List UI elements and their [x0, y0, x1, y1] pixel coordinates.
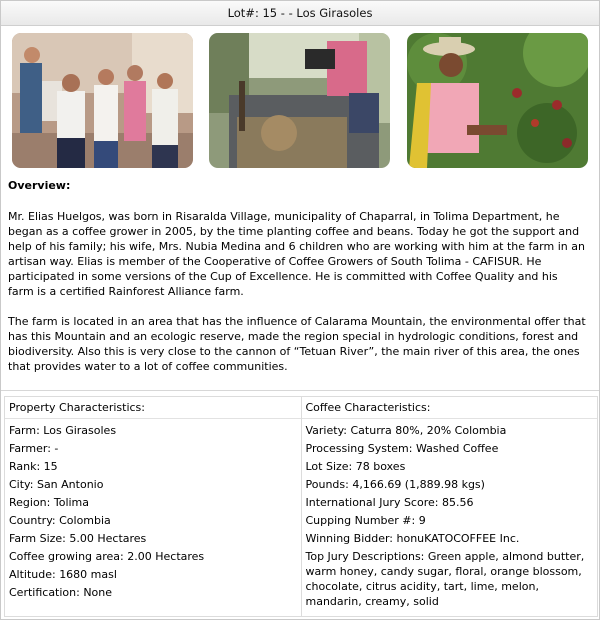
- property-item: Farm Size: 5.00 Hectares: [9, 532, 147, 545]
- photo-coffee-processing: [209, 33, 390, 168]
- coffee-item: Variety: Caturra 80%, 20% Colombia: [305, 424, 507, 437]
- coffee-item: Top Jury Descriptions: Green apple, almond butter, warm honey, candy sugar, floral, orange blossom, chocolate, citrus acidity, tart, lime, melon, mandarin, creamy, solid: [305, 550, 585, 608]
- photo-strip: [12, 33, 588, 169]
- overview-section: [8, 178, 586, 389]
- coffee-characteristics: [301, 397, 598, 616]
- overview-paragraph-1: Mr. Elias Huelgos, was born in Risaralda Village, municipality of Chaparral, in Tolima Department, he began as a coffee grower in 2005, by the time planting coffee and beans. Today he got the support and help of his family; his wife, Mrs. Nubia Medina and 6 children who are working with him at the farm in an artisan way. Elias is member of the Cooperative of Coffee Growers of South Tolima - CAFISUR. He participated in some versions of the Cup of Excellence. He is committed with Coffee Quality and his farm is a certified Rainforest Alliance farm.: [8, 210, 585, 298]
- property-item: Region: Tolima: [9, 496, 90, 509]
- property-item: City: San Antonio: [9, 478, 104, 491]
- overview-paragraph-2: The farm is located in an area that has the influence of Calarama Mountain, the environmental offer that has this Mountain and an ecologic reserve, made the region special in hydrologic conditions, forest and biodiversity. Also this is very close to the cannon of “Tetuan River”, the main river of this area, the ones that provides water to a lot of coffee communities.: [8, 315, 586, 373]
- overview-heading: Overview:: [8, 179, 71, 192]
- coffee-item: Cupping Number #: 9: [305, 514, 426, 527]
- property-item: Farmer: -: [9, 442, 59, 455]
- property-header: Property Characteristics:: [5, 397, 301, 419]
- property-characteristics: [5, 397, 301, 616]
- property-item: Rank: 15: [9, 460, 58, 473]
- property-item: Certification: None: [9, 586, 113, 599]
- property-item: Altitude: 1680 masl: [9, 568, 117, 581]
- photo-farmer: [407, 33, 588, 168]
- coffee-item: Pounds: 4,166.69 (1,889.98 kgs): [305, 478, 485, 491]
- characteristics-table: [4, 396, 598, 617]
- coffee-item: Processing System: Washed Coffee: [305, 442, 499, 455]
- coffee-item: Lot Size: 78 boxes: [305, 460, 406, 473]
- photo-family: [12, 33, 193, 168]
- property-item: Coffee growing area: 2.00 Hectares: [9, 550, 205, 563]
- section-divider: [1, 390, 599, 391]
- coffee-item: Winning Bidder: honuKATOCOFFEE Inc.: [305, 532, 520, 545]
- lot-title: Lot#: 15 - - Los Girasoles: [1, 1, 599, 26]
- coffee-item: International Jury Score: 85.56: [305, 496, 474, 509]
- property-item: Country: Colombia: [9, 514, 111, 527]
- coffee-header: Coffee Characteristics:: [302, 397, 598, 419]
- property-item: Farm: Los Girasoles: [9, 424, 117, 437]
